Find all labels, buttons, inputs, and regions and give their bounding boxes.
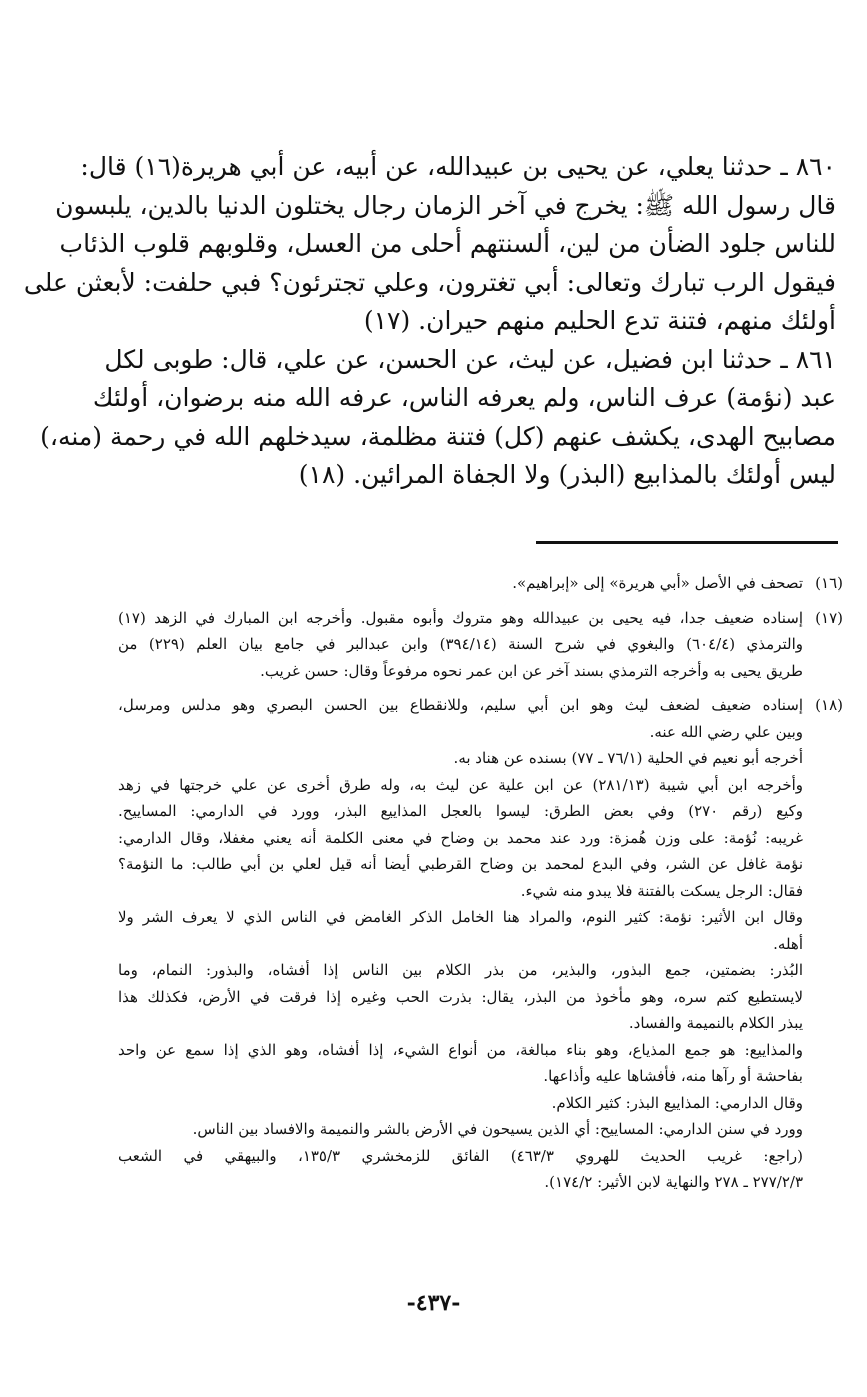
- footnote-line: نؤمة غافل عن الشر، وفي البدع لمحمد بن وضاح القرطبي أيضا أنه قيل لعلي بن أبي طالب: ما النؤمة؟: [118, 855, 803, 873]
- footnote-line: (راجع: غريب الحديث للهروي ٤٦٣/٣) الفائق للزمخشري ١٣٥/٣، والبيهقي في الشعب: [118, 1146, 803, 1165]
- text-line: ٨٦٠ ـ حدثنا يعلي، عن يحيى بن عبيدالله، عن أبيه، عن أبي هريرة(١٦) قال:: [80, 152, 836, 181]
- footnote-divider: [536, 541, 838, 544]
- footnote-line: طريق يحيى به وأخرجه الترمذي بسند آخر عن ابن عمر نحوه مرفوعاً وقال: حسن غريب.: [260, 661, 803, 680]
- footnote-line: والترمذي (٦٠٤/٤) والبغوي في شرح السنة (٣٩٤/١٤) وابن عبدالبر في جامع بيان العلم (٢٢٩) من: [118, 635, 803, 653]
- footnote-line: إسناده ضعيف جدا، فيه يحيى بن عبيدالله وهو متروك وأبوه مقبول. وأخرجه ابن المبارك في الزهد (١٧): [118, 608, 803, 627]
- footnote-line: غريبه: نُؤمة: على وزن هُمزة: ورد عند محمد بن وضاح في معنى الكلمة أنه يعني مغفلا، وقال الدارمي:: [118, 828, 803, 847]
- footnotes: [118, 570, 843, 1204]
- footnote-line: وكيع (رقم ٢٧٠) وفي بعض الطرق: ليسوا بالعجل المذاييع البذر، وورد في الدارمي: المساييح.: [118, 802, 804, 820]
- footnote-line: والمذاييع: هو جمع المذياع، وهو بناء مبالغة، من أنواع الشيء، إذا أفشاه، وهو الذي إذا سمع عن واحد: [118, 1040, 803, 1059]
- footnote-line: وبين علي رضي الله عنه.: [649, 722, 803, 741]
- footnote-17: [118, 605, 843, 685]
- footnote-line: أخرجه أبو نعيم في الحلية (٧٦/١ ـ ٧٧) بسنده عن هناد به.: [453, 749, 803, 767]
- footnote-line: لايستطيع كتم سره، وهو مأخوذ من البذر، يقال: بذرت الحب وغيره إذا فرقت في الأرض، فكذلك هذا: [118, 987, 803, 1006]
- footnote-line: أهله.: [773, 934, 803, 953]
- text-line: مصابيح الهدى، يكشف عنهم (كل) فتنة مظلمة، سيدخلهم الله في رحمة (منه،): [40, 421, 836, 451]
- footnote-line: يبذر الكلام بالنميمة والفساد.: [628, 1014, 803, 1032]
- footnote-line: وقال ابن الأثير: نؤمة: كثير النوم، والمراد هنا الخامل الذكر الغامض في الناس الذي لا يعرف الشر ولا: [118, 908, 803, 926]
- footnote-line: وقال الدارمي: المذاييع البذر: كثير الكلام.: [551, 1093, 803, 1112]
- footnote-16: [118, 570, 843, 597]
- footnote-line: وأخرجه ابن أبي شيبة (٢٨١/١٣) عن ابن علية عن ليث به، وله طرق أخرى عن علي خرجتها في زهد: [118, 775, 803, 794]
- footnote-line: إسناده ضعيف لضعف ليث وهو ابن أبي سليم، وللانقطاع بين الحسن البصري وهو مدلس ومرسل،: [118, 696, 803, 714]
- footnote-line: فقال: الرجل يسكت بالفتنة فلا يبدو منه شيء.: [520, 881, 803, 900]
- footnote-line: تصحف في الأصل «أبي هريرة» إلى «إبراهيم».: [512, 574, 803, 592]
- text-line: للناس جلود الضأن من لين، ألسنتهم أحلى من العسل، وقلوبهم قلوب الذئاب: [59, 229, 836, 258]
- text-line: عبد (نؤمة) عرف الناس، ولم يعرفه الناس، عرفه الله منه برضوان، أولئك: [92, 383, 836, 412]
- footnote-number: (١٦): [815, 574, 843, 592]
- text-line: فيقول الرب تبارك وتعالى: أبي تغترون، وعلي تجترئون؟ فبي حلفت: لأبعثن على: [23, 267, 836, 297]
- footnote-line: بفاحشة أو رآها منه، فأفشاها عليه وأذاعها.: [543, 1067, 803, 1085]
- footnote-line: ٢٧٧/٢/٣ ـ ٢٧٨ والنهاية لابن الأثير: ١٧٤/٢).: [544, 1173, 803, 1191]
- footnote-number: (١٨): [815, 696, 843, 714]
- footnote-line: البُذر: بضمتين، جمع البذور، والبذير، من بذر الكلام بين الناس إذا أفشاه، والبذور: النمام، وما: [118, 961, 803, 979]
- main-text: [23, 148, 836, 495]
- text-line: أولئك منهم، فتنة تدع الحليم منهم حيران. (١٧): [363, 306, 836, 335]
- footnote-line: وورد في سنن الدارمي: المساييح: أي الذين يسيحون في الأرض بالشر والنميمة والافساد بين الناس.: [192, 1120, 803, 1138]
- hadith-860: [23, 148, 836, 341]
- text-line: ٨٦١ ـ حدثنا ابن فضيل، عن ليث، عن الحسن، عن علي، قال: طوبى لكل: [104, 344, 836, 374]
- text-line: قال رسول الله ﷺ: يخرج في آخر الزمان رجال يختلون الدنيا بالدين، يلبسون: [55, 190, 836, 220]
- hadith-861: [40, 341, 836, 495]
- footnote-number: (١٧): [815, 608, 843, 627]
- text-line: ليس أولئك بالمذابيع (البذر) ولا الجفاة المرائين. (١٨): [298, 460, 836, 489]
- page-number: -٤٣٧-: [406, 1290, 461, 1316]
- footnote-18: [118, 692, 843, 1196]
